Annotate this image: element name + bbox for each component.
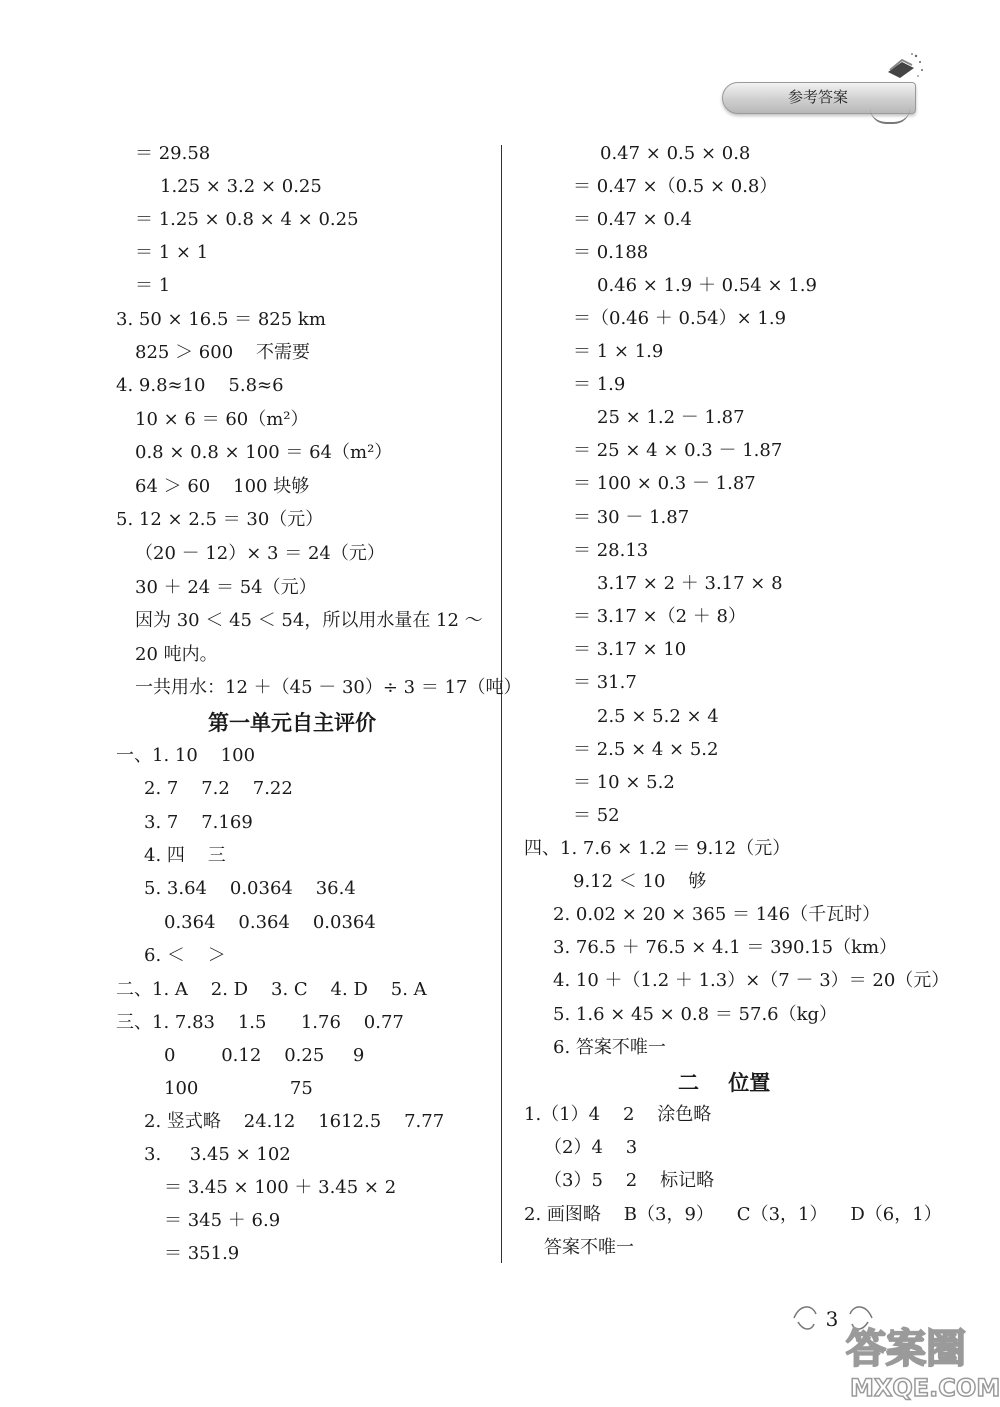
answer-right-line: 25 × 1.2 － 1.87 xyxy=(597,407,745,428)
answer-right-line: 1.（1）4 2 涂色略 xyxy=(524,1104,712,1125)
answer-left-line: 5. 12 × 2.5 ＝ 30（元） xyxy=(116,509,324,530)
answer-right-line: 2. 画图略 B（3，9） C（3，1） D（6，1） xyxy=(524,1204,942,1225)
header-title: 参考答案 xyxy=(787,88,848,106)
answer-left-line: 825 ＞ 600 不需要 xyxy=(135,342,311,363)
answer-right-line: 0.46 × 1.9 ＋ 0.54 × 1.9 xyxy=(597,275,817,296)
answer-left-line: 4. 四 三 xyxy=(144,845,226,866)
answer-left-line: （20 － 12）× 3 ＝ 24（元） xyxy=(135,543,385,564)
answer-right-line: 3.17 × 2 ＋ 3.17 × 8 xyxy=(597,573,783,594)
answer-right-line: ＝ 28.13 xyxy=(573,540,649,561)
answer-right-line: ＝ 30 － 1.87 xyxy=(573,507,690,528)
answer-left-line: 0.8 × 0.8 × 100 ＝ 64（m²） xyxy=(135,442,393,463)
answer-left-line: 1.25 × 3.2 × 0.25 xyxy=(160,176,322,197)
answer-left-line: 64 ＞ 60 100 块够 xyxy=(135,476,310,497)
answer-right-line: 9.12 ＜ 10 够 xyxy=(573,871,707,892)
answer-right-line: 四、1. 7.6 × 1.2 ＝ 9.12（元） xyxy=(524,838,791,859)
answer-right-line: ＝ 31.7 xyxy=(573,672,637,693)
answer-right-line: 6. 答案不唯一 xyxy=(553,1037,666,1058)
answer-right-line: ＝ 52 xyxy=(573,805,620,826)
answer-right-line: 2. 0.02 × 20 × 365 ＝ 146（千瓦时） xyxy=(553,904,881,925)
answer-left-line: 0 0.12 0.25 9 xyxy=(164,1045,365,1066)
svg-text:MXQE.COM: MXQE.COM xyxy=(850,1374,1000,1402)
answer-right-line: 2.5 × 5.2 × 4 xyxy=(597,706,719,727)
answer-right-line: ＝（0.46 ＋ 0.54）× 1.9 xyxy=(573,308,787,329)
answer-left-line: 5. 3.64 0.0364 36.4 xyxy=(144,878,356,899)
watermark-logo xyxy=(840,1318,1000,1403)
answer-left-line: 4. 9.8≈10 5.8≈6 xyxy=(116,375,284,396)
answer-right-line: ＝ 3.17 × 10 xyxy=(573,639,687,660)
answer-right-line: ＝ 0.47 ×（0.5 × 0.8） xyxy=(573,176,778,197)
answer-left-line: 10 × 6 ＝ 60（m²） xyxy=(135,409,309,430)
answer-left-line: 0.364 0.364 0.0364 xyxy=(164,912,376,933)
answer-left-line: 2. 竖式略 24.12 1612.5 7.77 xyxy=(144,1111,445,1132)
answer-left-line: 3. 7 7.169 xyxy=(144,812,253,833)
answer-left-line: 三、1. 7.83 1.5 1.76 0.77 xyxy=(116,1012,404,1033)
answer-right-line: 5. 1.6 × 45 × 0.8 ＝ 57.6（kg） xyxy=(553,1004,838,1025)
answer-right-line: ＝ 0.47 × 0.4 xyxy=(573,209,692,230)
answer-left-line: 一共用水：12 ＋（45 － 30）÷ 3 ＝ 17（吨） xyxy=(135,677,522,698)
answer-left-line: 6. ＜ ＞ xyxy=(144,945,226,966)
answer-right-line: ＝ 25 × 4 × 0.3 － 1.87 xyxy=(573,440,783,461)
answer-right-line: （3）5 2 标记略 xyxy=(544,1170,715,1191)
section-heading-position: 二 位置 xyxy=(678,1071,771,1095)
answer-right-line: 3. 76.5 ＋ 76.5 × 4.1 ＝ 390.15（km） xyxy=(553,937,898,958)
book-sparkle-icon xyxy=(884,50,924,82)
answer-left-line: ＝ 1 xyxy=(135,275,171,296)
column-divider xyxy=(501,145,502,1263)
answer-left-line: ＝ 1 × 1 xyxy=(135,242,209,263)
answer-right-line: ＝ 2.5 × 4 × 5.2 xyxy=(573,739,719,760)
answer-right-line: 答案不唯一 xyxy=(544,1237,634,1258)
answer-left-line: 因为 30 ＜ 45 ＜ 54，所以用水量在 12 ～ xyxy=(135,610,483,631)
answer-right-line: 0.47 × 0.5 × 0.8 xyxy=(600,143,751,164)
answer-left-line: 20 吨内。 xyxy=(135,644,218,665)
answer-right-line: （2）4 3 xyxy=(544,1137,638,1158)
svg-text:答案圈: 答案圈 xyxy=(846,1326,966,1372)
answer-left-line: 3. 3.45 × 102 xyxy=(144,1144,291,1165)
answer-right-line: ＝ 3.17 ×（2 ＋ 8） xyxy=(573,606,746,627)
section-heading-unit1-review: 第一单元自主评价 xyxy=(208,711,376,735)
answer-left-line: 2. 7 7.2 7.22 xyxy=(144,778,293,799)
answer-right-line: ＝ 100 × 0.3 － 1.87 xyxy=(573,473,756,494)
answer-left-line: 30 ＋ 24 ＝ 54（元） xyxy=(135,577,317,598)
answer-left-line: ＝ 3.45 × 100 ＋ 3.45 × 2 xyxy=(164,1177,397,1198)
answer-left-line: 二、1. A 2. D 3. C 4. D 5. A xyxy=(116,979,427,1000)
answer-right-line: ＝ 0.188 xyxy=(573,242,649,263)
answer-right-line: 4. 10 ＋（1.2 ＋ 1.3）×（7 － 3）＝ 20（元） xyxy=(553,970,950,991)
answer-right-line: ＝ 1.9 xyxy=(573,374,626,395)
answer-left-line: ＝ 345 ＋ 6.9 xyxy=(164,1210,281,1231)
answer-left-line: 100 75 xyxy=(164,1078,313,1099)
header-ribbon-curl xyxy=(870,108,910,124)
answer-left-line: ＝ 351.9 xyxy=(164,1243,240,1264)
answer-left-line: ＝ 1.25 × 0.8 × 4 × 0.25 xyxy=(135,209,359,230)
answer-right-line: ＝ 1 × 1.9 xyxy=(573,341,664,362)
answer-left-line: 3. 50 × 16.5 ＝ 825 km xyxy=(116,309,326,330)
answer-left-line: 一、1. 10 100 xyxy=(116,745,256,766)
answer-left-line: ＝ 29.58 xyxy=(135,143,211,164)
answer-right-line: ＝ 10 × 5.2 xyxy=(573,772,675,793)
page-number: 3 xyxy=(825,1307,839,1331)
